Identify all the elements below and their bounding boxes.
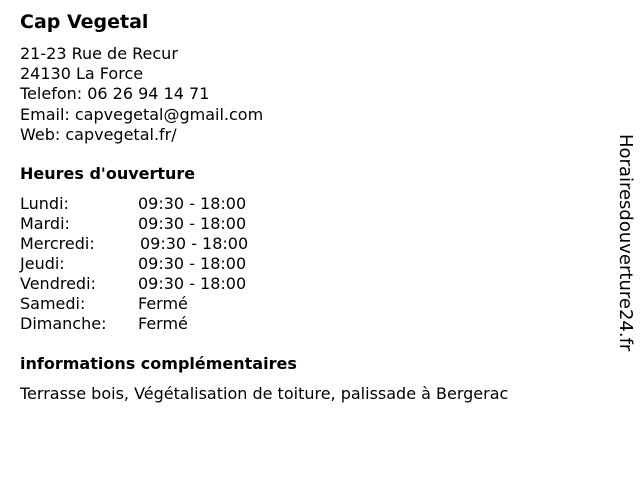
time-value: 09:30 - 18:00 bbox=[140, 234, 249, 253]
time-value: 09:30 - 18:00 bbox=[138, 254, 247, 273]
address-city: 24130 La Force bbox=[20, 64, 144, 84]
time-value: 09:30 - 18:00 bbox=[138, 274, 247, 293]
hours-row-saturday bbox=[20, 294, 248, 314]
phone-line: Telefon: 06 26 94 14 71 bbox=[20, 84, 210, 104]
contact-block bbox=[20, 44, 263, 145]
email-line: Email: capvegetal@gmail.com bbox=[20, 104, 264, 124]
hours-row-monday bbox=[20, 194, 248, 214]
hours-heading: Heures d'ouverture bbox=[20, 164, 196, 183]
site-credit: Horairesdouverture24.fr bbox=[615, 134, 636, 352]
hours-row-thursday bbox=[20, 254, 248, 274]
time-value: Fermé bbox=[138, 314, 188, 333]
hours-table bbox=[20, 194, 248, 334]
day-label: Samedi: bbox=[20, 294, 86, 313]
address-street: 21-23 Rue de Recur bbox=[20, 44, 178, 63]
day-label: Mardi: bbox=[20, 214, 70, 233]
time-value: Fermé bbox=[138, 294, 188, 313]
day-label: Jeudi: bbox=[20, 254, 65, 273]
info-heading: informations complémentaires bbox=[20, 354, 297, 373]
day-label: Lundi: bbox=[20, 194, 69, 213]
hours-row-tuesday bbox=[20, 214, 248, 234]
info-description: Terrasse bois, Végétalisation de toiture, palissade à Bergerac bbox=[20, 384, 509, 403]
hours-row-wednesday bbox=[20, 234, 248, 254]
hours-row-friday bbox=[20, 274, 248, 294]
day-label: Vendredi: bbox=[20, 274, 96, 293]
time-value: 09:30 - 18:00 bbox=[138, 194, 247, 213]
hours-row-sunday bbox=[20, 314, 248, 334]
web-line: Web: capvegetal.fr/ bbox=[20, 124, 177, 144]
time-value: 09:30 - 18:00 bbox=[138, 214, 247, 233]
business-name: Cap Vegetal bbox=[20, 11, 149, 33]
day-label: Mercredi: bbox=[20, 234, 95, 253]
day-label: Dimanche: bbox=[20, 314, 107, 333]
